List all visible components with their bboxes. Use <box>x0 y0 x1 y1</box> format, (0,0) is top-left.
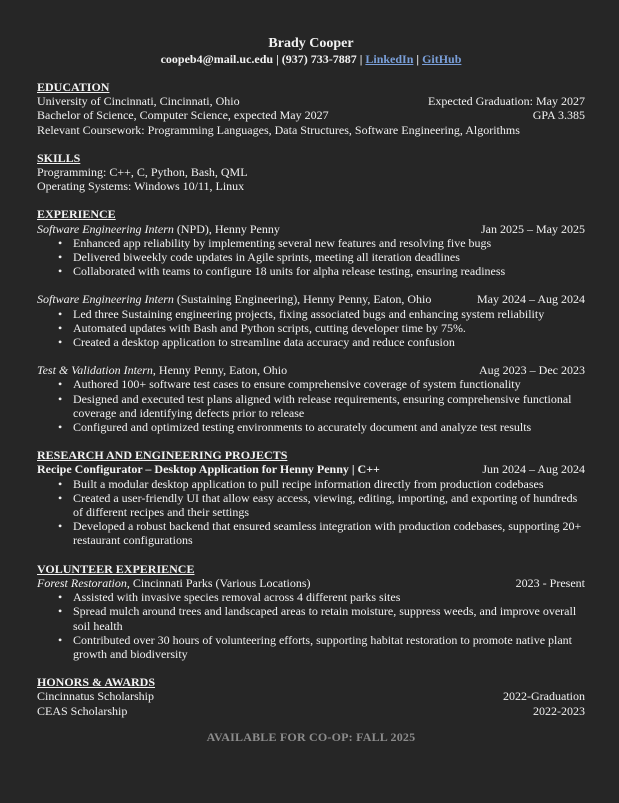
volunteer-heading: VOLUNTEER EXPERIENCE <box>37 561 195 576</box>
job-title-line <box>37 222 280 236</box>
job-title-line <box>37 363 287 377</box>
degree-text: Bachelor of Science, Computer Science, expected May 2027 <box>37 108 329 123</box>
honors-heading: HONORS & AWARDS <box>37 675 156 690</box>
project-bullets <box>37 477 585 548</box>
education-school-row <box>37 94 585 108</box>
volunteer-role: Forest Restoration, <box>37 575 130 590</box>
linkedin-link[interactable]: LinkedIn <box>365 52 414 66</box>
job-detail: , Henny Penny, Eaton, Ohio <box>152 363 288 378</box>
job-title-line <box>37 292 431 306</box>
bullet-item: • Designed and executed test plans aligned with release requirements, ensuring comprehensive functional coverage and identifying defects prior to release <box>73 392 585 420</box>
job-bullets <box>37 307 585 350</box>
school-name: University of Cincinnati, Cincinnati, Ohio <box>37 94 240 109</box>
honor-name: Cincinnatus Scholarship <box>37 689 154 704</box>
programming-skills: Programming: C++, C, Python, Bash, QML <box>37 165 248 180</box>
job-role: Software Engineering Intern <box>37 221 174 236</box>
bullet-item: • Built a modular desktop application to pull recipe information directly from production codebases <box>73 477 585 491</box>
job-header <box>37 363 585 377</box>
experience-heading: EXPERIENCE <box>37 207 116 222</box>
education-heading: EDUCATION <box>37 80 110 94</box>
volunteer-dates: 2023 - Present <box>515 575 585 590</box>
bullet-item: • Automated updates with Bash and Python scripts, cutting developer time by 75%. <box>73 321 585 335</box>
bullet-item: • Led three Sustaining engineering projects, fixing associated bugs and enhancing system reliability <box>73 307 585 321</box>
project-dates: Jun 2024 – Aug 2024 <box>482 462 585 477</box>
job-dates: Aug 2023 – Dec 2023 <box>479 363 585 378</box>
education-degree-row <box>37 108 585 122</box>
projects-heading: RESEARCH AND ENGINEERING PROJECTS <box>37 448 288 463</box>
bullet-item: • Collaborated with teams to configure 18 units for alpha release testing, ensuring readiness <box>73 264 585 278</box>
honor-dates: 2022-2023 <box>533 703 585 718</box>
job-bullets <box>37 377 585 434</box>
honor-row <box>37 689 585 703</box>
contact-line <box>37 52 585 66</box>
job-dates: Jan 2025 – May 2025 <box>481 221 585 236</box>
phone-text: (937) 733-7887 <box>281 52 357 66</box>
volunteer-detail: Cincinnati Parks (Various Locations) <box>129 575 311 590</box>
separator: | <box>416 52 420 66</box>
bullet-item: • Created a desktop application to streamline data accuracy and reduce confusion <box>73 335 585 349</box>
resume-page <box>37 36 585 744</box>
volunteer-bullets <box>37 590 585 661</box>
gpa-text: GPA 3.385 <box>532 108 585 123</box>
volunteer-title-line <box>37 576 311 590</box>
honor-name: CEAS Scholarship <box>37 703 128 718</box>
bullet-item: • Delivered biweekly code updates in Agile sprints, meeting all iteration deadlines <box>73 250 585 264</box>
honor-row <box>37 704 585 718</box>
resume-name: Brady Cooper <box>268 36 354 51</box>
job-header <box>37 292 585 306</box>
coursework-text: Relevant Coursework: Programming Languages, Data Structures, Software Engineering, Algorithms <box>37 122 520 137</box>
job-dates: May 2024 – Aug 2024 <box>477 292 585 307</box>
job-bullets <box>37 236 585 279</box>
job-detail: (NPD), Henny Penny <box>173 221 280 236</box>
availability-footer: AVAILABLE FOR CO-OP: FALL 2025 <box>206 729 416 744</box>
bullet-item: • Developed a robust backend that ensured seamless integration with production codebases, supporting 20+ restaurant configurations <box>73 519 585 547</box>
separator: | <box>276 52 279 66</box>
project-header <box>37 462 585 476</box>
os-skills: Operating Systems: Windows 10/11, Linux <box>37 179 245 194</box>
bullet-item: • Created a user-friendly UI that allow easy access, viewing, editing, importing, and exporting of hundreds of different recipes and their settings <box>73 491 585 519</box>
github-link[interactable]: GitHub <box>422 52 462 66</box>
bullet-item: • Authored 100+ software test cases to ensure comprehensive coverage of system functionality <box>73 377 585 391</box>
bullet-item: • Assisted with invasive species removal across 4 different parks sites <box>73 590 585 604</box>
bullet-item: • Enhanced app reliability by implementing several new features and resolving five bugs <box>73 236 585 250</box>
bullet-item: • Spread mulch around trees and landscaped areas to retain moisture, suppress weeds, and improve overall soil health <box>73 604 585 632</box>
email-text: coopeb4@mail.uc.edu <box>160 52 274 66</box>
graduation-date: Expected Graduation: May 2027 <box>428 94 585 109</box>
job-header <box>37 222 585 236</box>
volunteer-header <box>37 576 585 590</box>
job-role: Software Engineering Intern <box>37 292 174 307</box>
separator: | <box>359 52 363 66</box>
skills-heading: SKILLS <box>37 150 81 165</box>
project-name: Recipe Configurator – Desktop Application for Henny Penny | C++ <box>37 462 380 477</box>
job-role: Test & Validation Intern <box>37 363 153 378</box>
bullet-item: • Contributed over 30 hours of volunteering efforts, supporting habitat restoration to promote native plant growth and biodiversity <box>73 633 585 661</box>
honor-dates: 2022-Graduation <box>503 689 585 704</box>
bullet-item: • Configured and optimized testing environments to accurately document and analyze test results <box>73 420 585 434</box>
job-detail: (Sustaining Engineering), Henny Penny, Eaton, Ohio <box>173 292 432 307</box>
